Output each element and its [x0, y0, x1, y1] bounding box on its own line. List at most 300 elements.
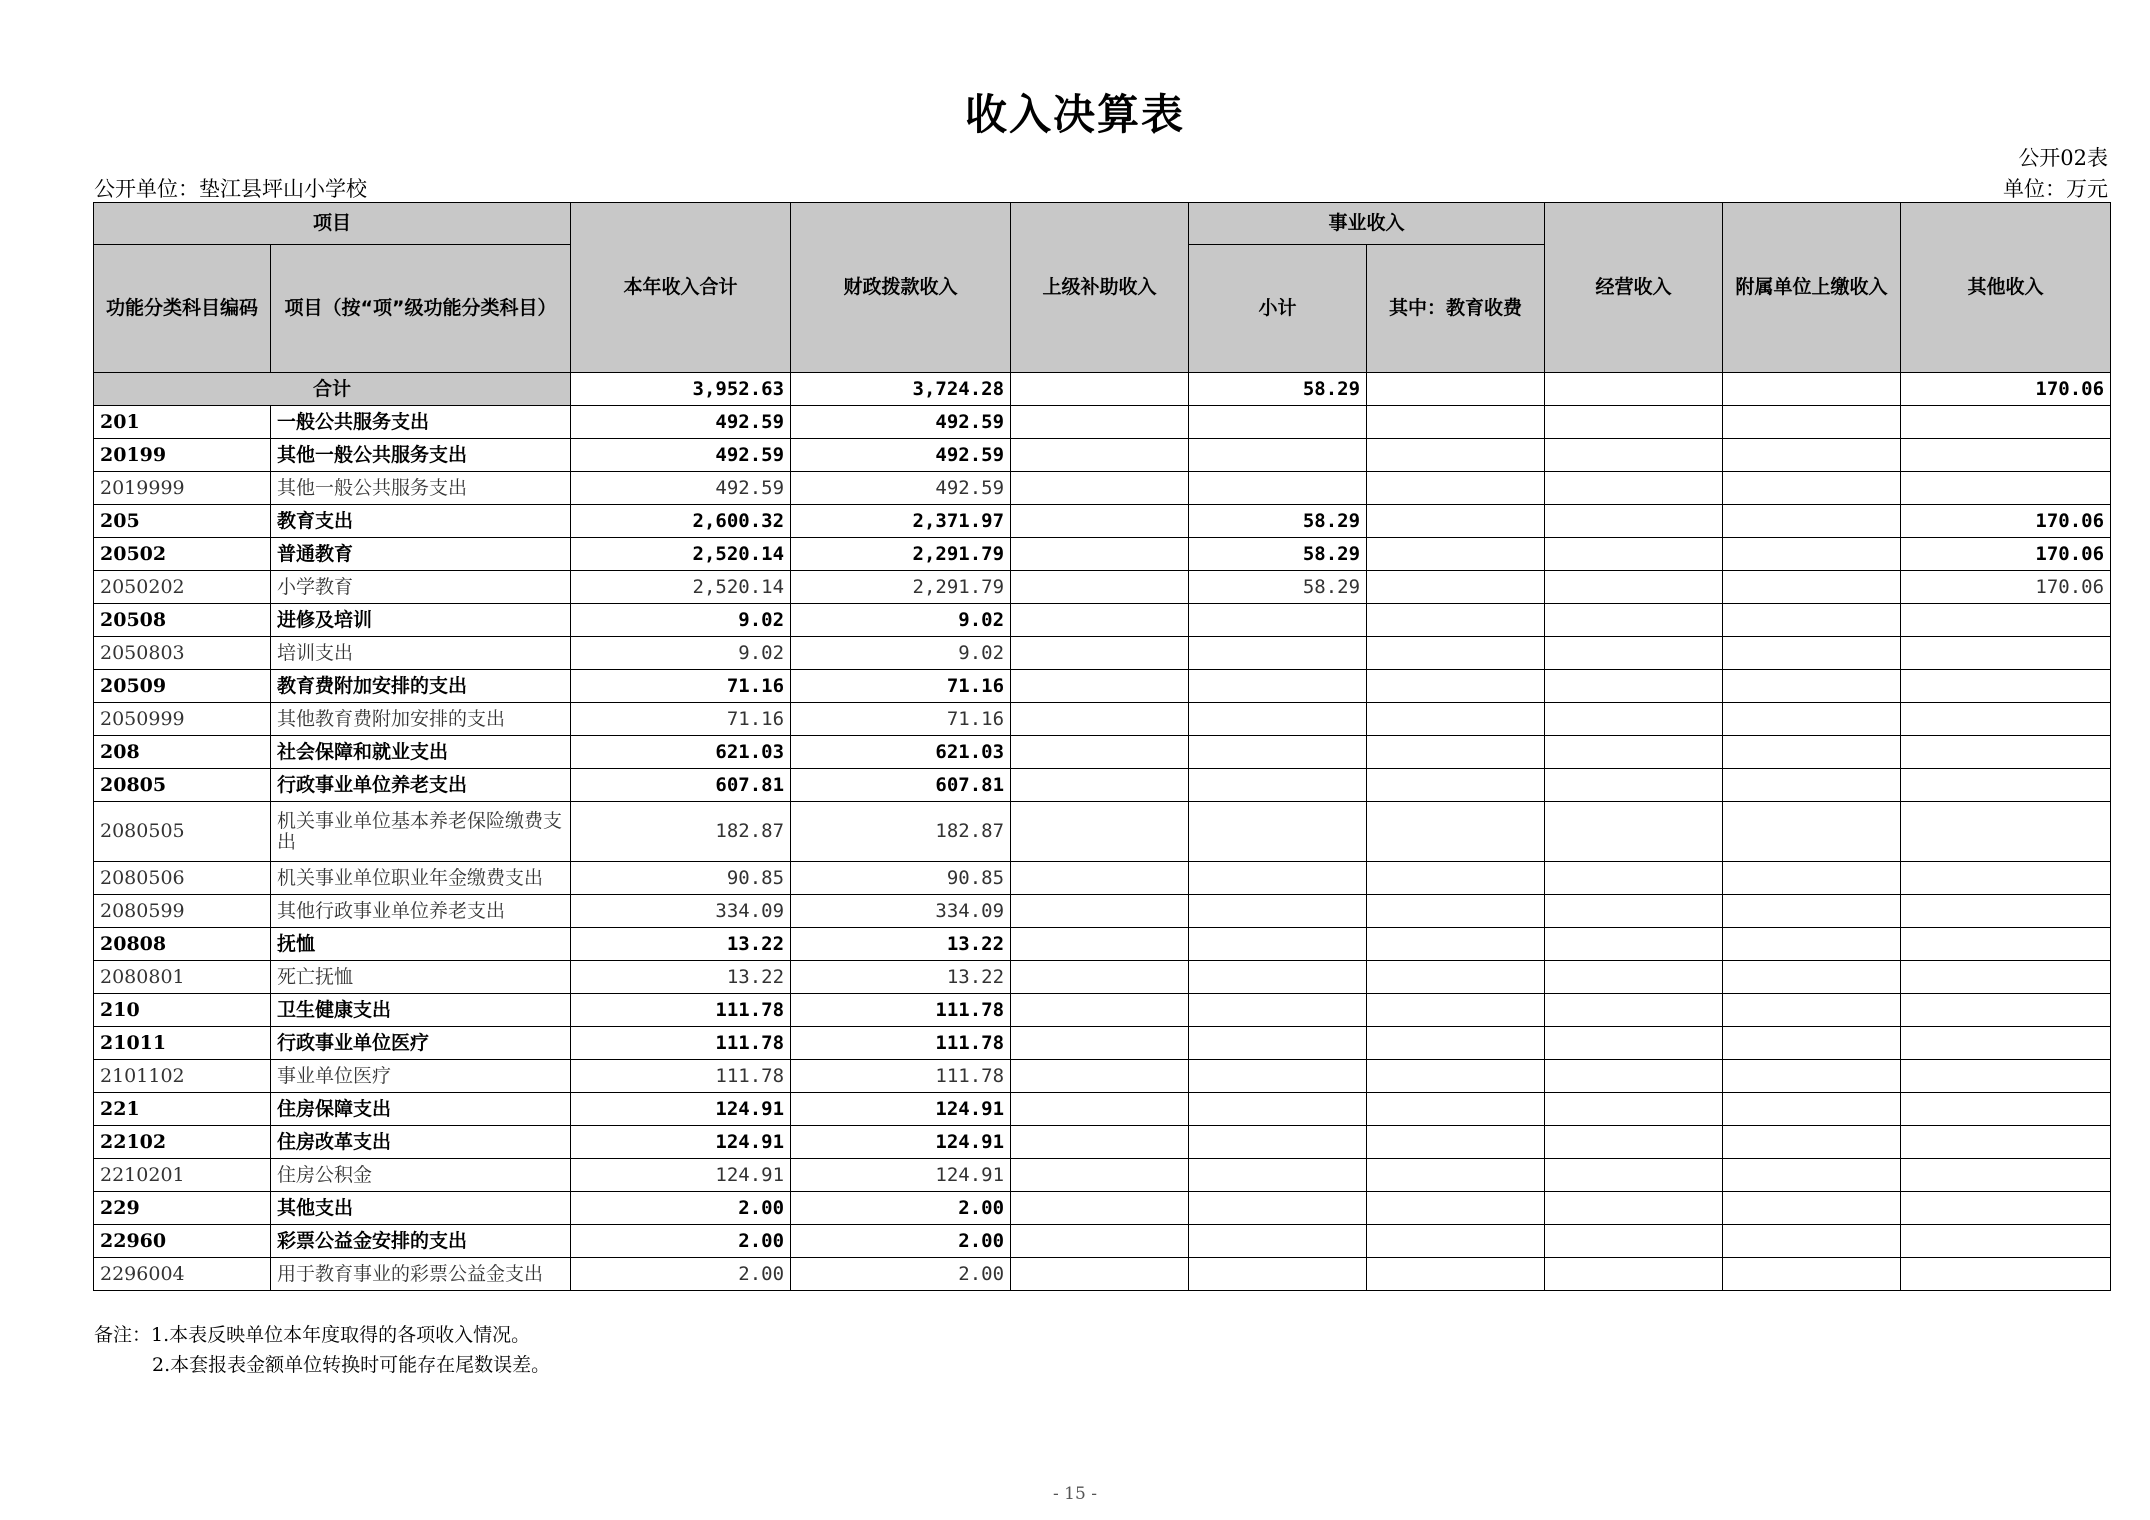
row-career-subtotal: 58.29	[1189, 538, 1367, 571]
row-career-edu	[1367, 604, 1545, 637]
reporting-unit: 公开单位：垫江县坪山小学校	[94, 177, 367, 201]
row-total: 492.59	[571, 439, 791, 472]
row-other	[1901, 928, 2111, 961]
row-career-subtotal	[1189, 472, 1367, 505]
row-name: 小学教育	[271, 571, 571, 604]
table-row	[94, 1192, 2111, 1225]
row-superior	[1011, 604, 1189, 637]
row-code: 20509	[94, 670, 271, 703]
row-name: 其他教育费附加安排的支出	[271, 703, 571, 736]
row-superior	[1011, 439, 1189, 472]
row-total: 492.59	[571, 472, 791, 505]
row-business	[1545, 994, 1723, 1027]
row-name: 住房改革支出	[271, 1126, 571, 1159]
row-superior	[1011, 928, 1189, 961]
row-career-edu	[1367, 406, 1545, 439]
row-code: 208	[94, 736, 271, 769]
row-code: 2210201	[94, 1159, 271, 1192]
row-total: 182.87	[571, 802, 791, 862]
table-row	[94, 670, 2111, 703]
row-superior	[1011, 1159, 1189, 1192]
row-other	[1901, 1192, 2111, 1225]
row-superior	[1011, 862, 1189, 895]
table-row	[94, 604, 2111, 637]
row-total: 111.78	[571, 1060, 791, 1093]
row-career-edu	[1367, 472, 1545, 505]
row-affiliated	[1723, 769, 1901, 802]
row-career-subtotal	[1189, 1159, 1367, 1192]
row-total: 9.02	[571, 604, 791, 637]
table-row	[94, 961, 2111, 994]
row-business	[1545, 1093, 1723, 1126]
total-fiscal: 3,724.28	[791, 373, 1011, 406]
row-affiliated	[1723, 1192, 1901, 1225]
row-code: 2050202	[94, 571, 271, 604]
row-name: 教育支出	[271, 505, 571, 538]
table-row	[94, 472, 2111, 505]
row-other	[1901, 1258, 2111, 1291]
row-fiscal: 2,371.97	[791, 505, 1011, 538]
row-career-edu	[1367, 1159, 1545, 1192]
row-career-subtotal	[1189, 994, 1367, 1027]
row-other	[1901, 862, 2111, 895]
row-career-subtotal	[1189, 637, 1367, 670]
row-other	[1901, 961, 2111, 994]
table-row	[94, 637, 2111, 670]
row-other: 170.06	[1901, 505, 2111, 538]
row-total: 124.91	[571, 1093, 791, 1126]
row-fiscal: 2.00	[791, 1192, 1011, 1225]
row-other	[1901, 1093, 2111, 1126]
row-career-edu	[1367, 1060, 1545, 1093]
table-row	[94, 1159, 2111, 1192]
row-other	[1901, 1225, 2111, 1258]
row-career-edu	[1367, 1093, 1545, 1126]
table-row	[94, 994, 2111, 1027]
row-code: 21011	[94, 1027, 271, 1060]
row-career-subtotal	[1189, 1126, 1367, 1159]
row-superior	[1011, 703, 1189, 736]
table-row	[94, 1225, 2111, 1258]
header-affiliated: 附属单位上缴收入	[1723, 203, 1901, 373]
row-superior	[1011, 1060, 1189, 1093]
row-business	[1545, 961, 1723, 994]
row-career-subtotal	[1189, 862, 1367, 895]
row-fiscal: 124.91	[791, 1159, 1011, 1192]
table-row	[94, 1093, 2111, 1126]
row-career-edu	[1367, 670, 1545, 703]
row-code: 2101102	[94, 1060, 271, 1093]
row-business	[1545, 1225, 1723, 1258]
row-business	[1545, 703, 1723, 736]
row-business	[1545, 895, 1723, 928]
row-superior	[1011, 472, 1189, 505]
row-fiscal: 492.59	[791, 406, 1011, 439]
row-fiscal: 90.85	[791, 862, 1011, 895]
row-business	[1545, 1126, 1723, 1159]
row-fiscal: 111.78	[791, 994, 1011, 1027]
row-career-subtotal: 58.29	[1189, 571, 1367, 604]
total-career-edu	[1367, 373, 1545, 406]
row-fiscal: 492.59	[791, 439, 1011, 472]
row-other: 170.06	[1901, 571, 2111, 604]
row-code: 20808	[94, 928, 271, 961]
row-fiscal: 124.91	[791, 1126, 1011, 1159]
row-career-subtotal	[1189, 1258, 1367, 1291]
row-total: 2,600.32	[571, 505, 791, 538]
table-row	[94, 1258, 2111, 1291]
table-row	[94, 1126, 2111, 1159]
row-affiliated	[1723, 961, 1901, 994]
row-other	[1901, 895, 2111, 928]
row-affiliated	[1723, 1225, 1901, 1258]
row-name: 卫生健康支出	[271, 994, 571, 1027]
row-total: 13.22	[571, 928, 791, 961]
row-other	[1901, 604, 2111, 637]
row-career-subtotal	[1189, 604, 1367, 637]
row-career-edu	[1367, 538, 1545, 571]
row-career-subtotal	[1189, 670, 1367, 703]
table-row	[94, 862, 2111, 895]
row-name: 其他支出	[271, 1192, 571, 1225]
table-row	[94, 703, 2111, 736]
row-name: 住房保障支出	[271, 1093, 571, 1126]
row-superior	[1011, 1258, 1189, 1291]
row-total: 2.00	[571, 1225, 791, 1258]
table-row	[94, 802, 2111, 862]
row-affiliated	[1723, 895, 1901, 928]
row-fiscal: 71.16	[791, 670, 1011, 703]
table-row	[94, 406, 2111, 439]
row-total: 13.22	[571, 961, 791, 994]
row-code: 2080506	[94, 862, 271, 895]
row-code: 22102	[94, 1126, 271, 1159]
row-fiscal: 621.03	[791, 736, 1011, 769]
row-career-subtotal	[1189, 802, 1367, 862]
row-career-subtotal	[1189, 1060, 1367, 1093]
row-affiliated	[1723, 736, 1901, 769]
row-career-edu	[1367, 505, 1545, 538]
currency-unit: 单位：万元	[2003, 177, 2108, 201]
row-superior	[1011, 538, 1189, 571]
row-superior	[1011, 505, 1189, 538]
row-name: 其他一般公共服务支出	[271, 439, 571, 472]
row-career-subtotal	[1189, 769, 1367, 802]
total-career-subtotal: 58.29	[1189, 373, 1367, 406]
row-career-edu	[1367, 1258, 1545, 1291]
row-code: 201	[94, 406, 271, 439]
row-fiscal: 13.22	[791, 961, 1011, 994]
row-career-edu	[1367, 736, 1545, 769]
row-business	[1545, 604, 1723, 637]
row-business	[1545, 769, 1723, 802]
header-func-name: 项目（按“项”级功能分类科目）	[271, 245, 571, 373]
row-name: 一般公共服务支出	[271, 406, 571, 439]
row-superior	[1011, 736, 1189, 769]
row-name: 社会保障和就业支出	[271, 736, 571, 769]
row-career-edu	[1367, 802, 1545, 862]
row-code: 2019999	[94, 472, 271, 505]
table-row	[94, 928, 2111, 961]
total-superior	[1011, 373, 1189, 406]
row-career-subtotal	[1189, 895, 1367, 928]
row-fiscal: 2.00	[791, 1258, 1011, 1291]
row-fiscal: 492.59	[791, 472, 1011, 505]
row-fiscal: 124.91	[791, 1093, 1011, 1126]
row-career-subtotal	[1189, 928, 1367, 961]
row-affiliated	[1723, 571, 1901, 604]
row-code: 20508	[94, 604, 271, 637]
row-affiliated	[1723, 406, 1901, 439]
row-career-edu	[1367, 1192, 1545, 1225]
row-code: 210	[94, 994, 271, 1027]
row-business	[1545, 1192, 1723, 1225]
row-superior	[1011, 637, 1189, 670]
row-total: 71.16	[571, 703, 791, 736]
row-affiliated	[1723, 802, 1901, 862]
row-business	[1545, 736, 1723, 769]
row-total: 71.16	[571, 670, 791, 703]
row-total: 492.59	[571, 406, 791, 439]
row-career-edu	[1367, 703, 1545, 736]
row-fiscal: 13.22	[791, 928, 1011, 961]
row-total: 124.91	[571, 1126, 791, 1159]
row-affiliated	[1723, 1093, 1901, 1126]
row-fiscal: 111.78	[791, 1060, 1011, 1093]
row-total: 607.81	[571, 769, 791, 802]
row-name: 行政事业单位养老支出	[271, 769, 571, 802]
header-fiscal: 财政拨款收入	[791, 203, 1011, 373]
row-total: 111.78	[571, 994, 791, 1027]
row-code: 205	[94, 505, 271, 538]
row-code: 229	[94, 1192, 271, 1225]
row-code: 221	[94, 1093, 271, 1126]
header-total: 本年收入合计	[571, 203, 791, 373]
row-other	[1901, 769, 2111, 802]
row-superior	[1011, 895, 1189, 928]
row-other	[1901, 1027, 2111, 1060]
row-fiscal: 2.00	[791, 1225, 1011, 1258]
row-career-subtotal	[1189, 1192, 1367, 1225]
row-code: 20199	[94, 439, 271, 472]
row-affiliated	[1723, 703, 1901, 736]
total-affiliated	[1723, 373, 1901, 406]
row-code: 2050999	[94, 703, 271, 736]
row-name: 行政事业单位医疗	[271, 1027, 571, 1060]
row-business	[1545, 1027, 1723, 1060]
row-superior	[1011, 1093, 1189, 1126]
row-business	[1545, 670, 1723, 703]
page-number: - 15 -	[1053, 1484, 1097, 1504]
row-code: 20805	[94, 769, 271, 802]
row-other	[1901, 472, 2111, 505]
row-superior	[1011, 670, 1189, 703]
row-name: 事业单位医疗	[271, 1060, 571, 1093]
row-career-edu	[1367, 862, 1545, 895]
total-business	[1545, 373, 1723, 406]
row-total: 2.00	[571, 1258, 791, 1291]
table-row	[94, 439, 2111, 472]
row-total: 2,520.14	[571, 571, 791, 604]
row-other: 170.06	[1901, 538, 2111, 571]
row-name: 用于教育事业的彩票公益金支出	[271, 1258, 571, 1291]
row-total: 2,520.14	[571, 538, 791, 571]
table-row	[94, 1060, 2111, 1093]
row-superior	[1011, 769, 1189, 802]
row-code: 2296004	[94, 1258, 271, 1291]
row-other	[1901, 703, 2111, 736]
table-row	[94, 736, 2111, 769]
row-other	[1901, 802, 2111, 862]
row-name: 死亡抚恤	[271, 961, 571, 994]
row-total: 124.91	[571, 1159, 791, 1192]
total-total: 3,952.63	[571, 373, 791, 406]
row-name: 教育费附加安排的支出	[271, 670, 571, 703]
row-affiliated	[1723, 928, 1901, 961]
row-name: 机关事业单位基本养老保险缴费支出	[271, 802, 571, 862]
row-affiliated	[1723, 994, 1901, 1027]
row-code: 2050803	[94, 637, 271, 670]
row-career-edu	[1367, 637, 1545, 670]
total-label: 合计	[94, 373, 571, 406]
row-name: 其他一般公共服务支出	[271, 472, 571, 505]
row-superior	[1011, 961, 1189, 994]
row-total: 111.78	[571, 1027, 791, 1060]
row-affiliated	[1723, 1258, 1901, 1291]
header-career-subtotal: 小计	[1189, 245, 1367, 373]
row-career-edu	[1367, 994, 1545, 1027]
row-business	[1545, 1060, 1723, 1093]
income-table	[93, 202, 2111, 1291]
note-1: 备注：1.本表反映单位本年度取得的各项收入情况。	[94, 1324, 531, 1346]
row-total: 9.02	[571, 637, 791, 670]
row-superior	[1011, 994, 1189, 1027]
row-career-subtotal	[1189, 736, 1367, 769]
table-row	[94, 895, 2111, 928]
row-career-subtotal	[1189, 703, 1367, 736]
row-affiliated	[1723, 439, 1901, 472]
row-affiliated	[1723, 1060, 1901, 1093]
row-other	[1901, 439, 2111, 472]
row-code: 2080599	[94, 895, 271, 928]
row-total: 621.03	[571, 736, 791, 769]
row-affiliated	[1723, 637, 1901, 670]
row-career-subtotal	[1189, 1093, 1367, 1126]
row-fiscal: 9.02	[791, 604, 1011, 637]
row-total: 90.85	[571, 862, 791, 895]
header-project: 项目	[94, 203, 571, 245]
row-name: 抚恤	[271, 928, 571, 961]
table-row	[94, 571, 2111, 604]
header-func-code: 功能分类科目编码	[94, 245, 271, 373]
table-row	[94, 769, 2111, 802]
row-fiscal: 607.81	[791, 769, 1011, 802]
row-name: 住房公积金	[271, 1159, 571, 1192]
header-career: 事业收入	[1189, 203, 1545, 245]
row-name: 机关事业单位职业年金缴费支出	[271, 862, 571, 895]
row-total: 334.09	[571, 895, 791, 928]
row-other	[1901, 994, 2111, 1027]
row-other	[1901, 1159, 2111, 1192]
row-career-edu	[1367, 769, 1545, 802]
row-affiliated	[1723, 1027, 1901, 1060]
row-business	[1545, 862, 1723, 895]
row-name: 培训支出	[271, 637, 571, 670]
row-name: 普通教育	[271, 538, 571, 571]
row-business	[1545, 928, 1723, 961]
row-business	[1545, 406, 1723, 439]
row-business	[1545, 802, 1723, 862]
row-affiliated	[1723, 538, 1901, 571]
total-row	[94, 373, 2111, 406]
row-career-subtotal	[1189, 1225, 1367, 1258]
row-career-edu	[1367, 571, 1545, 604]
row-career-edu	[1367, 961, 1545, 994]
row-other	[1901, 1060, 2111, 1093]
row-fiscal: 71.16	[791, 703, 1011, 736]
row-other	[1901, 1126, 2111, 1159]
row-superior	[1011, 1225, 1189, 1258]
row-superior	[1011, 1192, 1189, 1225]
page-title: 收入决算表	[964, 90, 1185, 139]
row-other	[1901, 670, 2111, 703]
row-career-subtotal	[1189, 406, 1367, 439]
row-fiscal: 111.78	[791, 1027, 1011, 1060]
row-career-edu	[1367, 1225, 1545, 1258]
row-career-edu	[1367, 895, 1545, 928]
row-other	[1901, 406, 2111, 439]
table-row	[94, 538, 2111, 571]
row-other	[1901, 736, 2111, 769]
row-affiliated	[1723, 505, 1901, 538]
header-business: 经营收入	[1545, 203, 1723, 373]
row-business	[1545, 1159, 1723, 1192]
header-other: 其他收入	[1901, 203, 2111, 373]
row-business	[1545, 439, 1723, 472]
row-affiliated	[1723, 1126, 1901, 1159]
row-code: 20502	[94, 538, 271, 571]
row-career-edu	[1367, 439, 1545, 472]
row-name: 彩票公益金安排的支出	[271, 1225, 571, 1258]
row-career-subtotal	[1189, 961, 1367, 994]
row-business	[1545, 637, 1723, 670]
row-code: 2080505	[94, 802, 271, 862]
row-superior	[1011, 406, 1189, 439]
notes	[94, 1320, 550, 1380]
row-business	[1545, 472, 1723, 505]
row-business	[1545, 1258, 1723, 1291]
row-superior	[1011, 802, 1189, 862]
row-career-subtotal: 58.29	[1189, 505, 1367, 538]
row-business	[1545, 538, 1723, 571]
table-row	[94, 505, 2111, 538]
row-business	[1545, 505, 1723, 538]
row-superior	[1011, 1126, 1189, 1159]
row-career-edu	[1367, 1126, 1545, 1159]
row-fiscal: 2,291.79	[791, 571, 1011, 604]
row-name: 其他行政事业单位养老支出	[271, 895, 571, 928]
row-career-subtotal	[1189, 439, 1367, 472]
row-fiscal: 2,291.79	[791, 538, 1011, 571]
row-fiscal: 334.09	[791, 895, 1011, 928]
row-superior	[1011, 571, 1189, 604]
row-code: 2080801	[94, 961, 271, 994]
header-superior: 上级补助收入	[1011, 203, 1189, 373]
row-fiscal: 182.87	[791, 802, 1011, 862]
row-superior	[1011, 1027, 1189, 1060]
row-affiliated	[1723, 862, 1901, 895]
row-name: 进修及培训	[271, 604, 571, 637]
